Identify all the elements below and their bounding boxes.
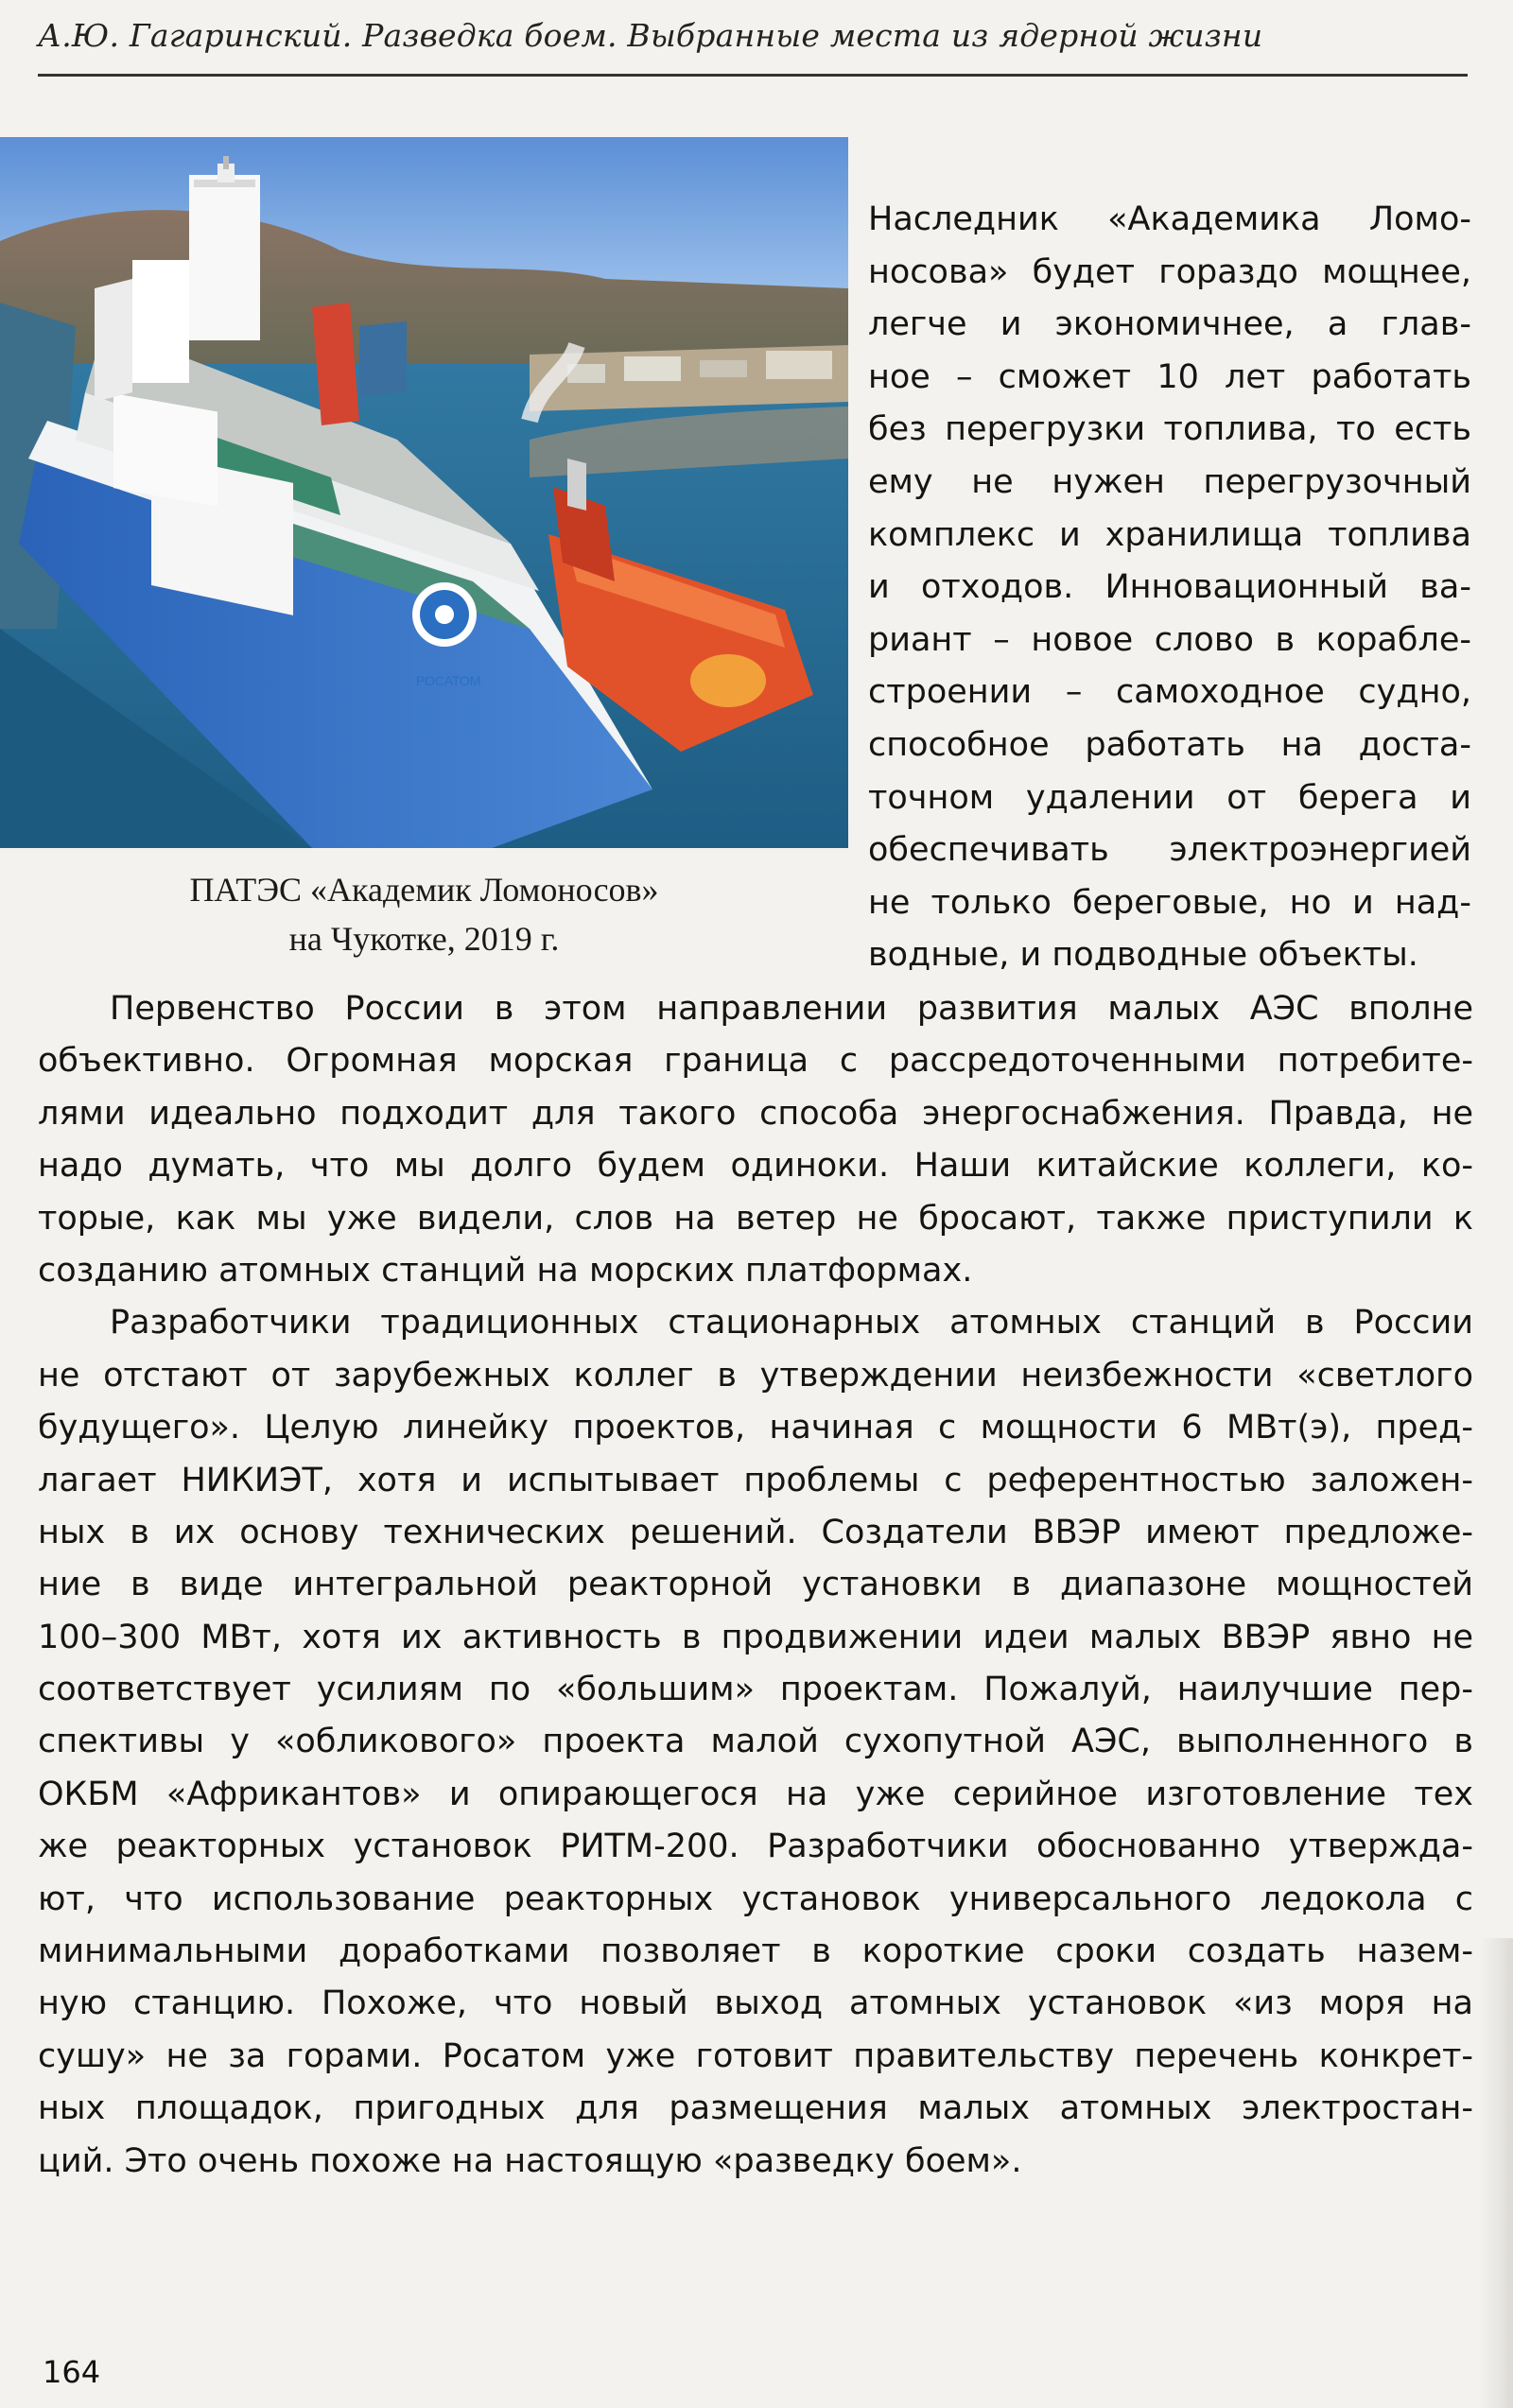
text-line: ций. Это очень похоже на настоящую «разведку боем». (38, 2141, 1022, 2180)
text-line: ОКБМ «Африкантов» и опирающегося на уже серийное изготовление тех (38, 1775, 1473, 1813)
text-line: не только береговые, но и над- (868, 883, 1471, 922)
text-line: водные, и подводные объекты. (868, 936, 1418, 975)
text-line: спективы у «обликового» проекта малой сухопутной АЭС, выполненного в (38, 1723, 1473, 1761)
caption-line: ПАТЭС «Академик Ломоносов» (189, 871, 659, 909)
text-line: риант – новое слово в корабле- (868, 620, 1471, 659)
text-line: лями идеально подходит для такого способа энергоснабжения. Правда, не (38, 1094, 1473, 1133)
text-line: Первенство России в этом направлении развития малых АЭС вполне (110, 990, 1473, 1028)
text-line: не отстают от зарубежных коллег в утверждении неизбежности «светлого (38, 1356, 1473, 1395)
text-line: комплекс и хранилища топлива (868, 515, 1471, 554)
caption-line: на Чукотке, 2019 г. (288, 920, 560, 958)
text-line: соответствует усилиям по «большим» проектам. Пожалуй, наилучшие пер- (38, 1671, 1473, 1709)
text-line: ную станцию. Похоже, что новый выход атомных установок «из моря на (38, 1984, 1473, 2023)
text-line: и отходов. Инновационный ва- (868, 568, 1471, 607)
text-line: Разработчики традиционных стационарных атомных станций в России (110, 1304, 1473, 1343)
text-line: ют, что использование реакторных установок универсального ледокола с (38, 1880, 1473, 1918)
text-line: Наследник «Академика Ломо- (868, 200, 1471, 238)
text-line: точном удалении от берега и (868, 778, 1471, 817)
text-line: ных в их основу технических решений. Создатели ВВЭР имеют предложе- (38, 1513, 1473, 1551)
text-line: обеспечивать электроэнергией (868, 831, 1471, 870)
text-line: торые, как мы уже видели, слов на ветер не бросают, также приступили к (38, 1199, 1473, 1238)
text-line: созданию атомных станций на морских платформах. (38, 1251, 973, 1290)
side-column-text (868, 194, 1471, 982)
text-line: надо думать, что мы долго будем одиноки. Наши китайские коллеги, ко- (38, 1147, 1473, 1186)
text-line: лагает НИКИЭТ, хотя и испытывает проблемы с референтностью заложен- (38, 1461, 1473, 1499)
text-line: объективно. Огромная морская граница с рассредоточенными потребите- (38, 1042, 1473, 1081)
figure-caption (0, 865, 848, 963)
text-line: легче и экономичнее, а глав- (868, 305, 1471, 344)
text-line: минимальными доработками позволяет в короткие сроки создать назем- (38, 1932, 1473, 1971)
page-number: 164 (43, 2354, 101, 2390)
text-line: ное – сможет 10 лет работать (868, 357, 1471, 396)
hull-logo-text: РОСАТОМ (416, 673, 481, 688)
text-line: без перегрузки топлива, то есть (868, 410, 1471, 449)
text-line: ных площадок, пригодных для размещения малых атомных электростан- (38, 2089, 1473, 2128)
text-line: способное работать на доста- (868, 725, 1471, 764)
header-rule (38, 74, 1468, 77)
body-text (38, 983, 1473, 2188)
text-line: же реакторных установок РИТМ-200. Разработчики обоснованно утвержда- (38, 1828, 1473, 1866)
text-line: 100–300 МВт, хотя их активность в продвижении идеи малых ВВЭР явно не (38, 1618, 1473, 1656)
running-header: А.Ю. Гагаринский. Разведка боем. Выбранные места из ядерной жизни (38, 17, 1263, 54)
text-line: сушу» не за горами. Росатом уже готовит правительству перечень конкрет- (38, 2036, 1473, 2075)
text-line: ние в виде интегральной реакторной установки в диапазоне мощностей (38, 1566, 1473, 1604)
text-line: строении – самоходное судно, (868, 673, 1471, 712)
text-line: будущего». Целую линейку проектов, начиная с мощности 6 МВт(э), пред- (38, 1409, 1473, 1447)
text-line: ему не нужен перегрузочный (868, 462, 1471, 501)
ship-photo (0, 137, 848, 848)
text-line: носова» будет гораздо мощнее, (868, 252, 1471, 291)
page-edge-shadow (1479, 1938, 1513, 2408)
